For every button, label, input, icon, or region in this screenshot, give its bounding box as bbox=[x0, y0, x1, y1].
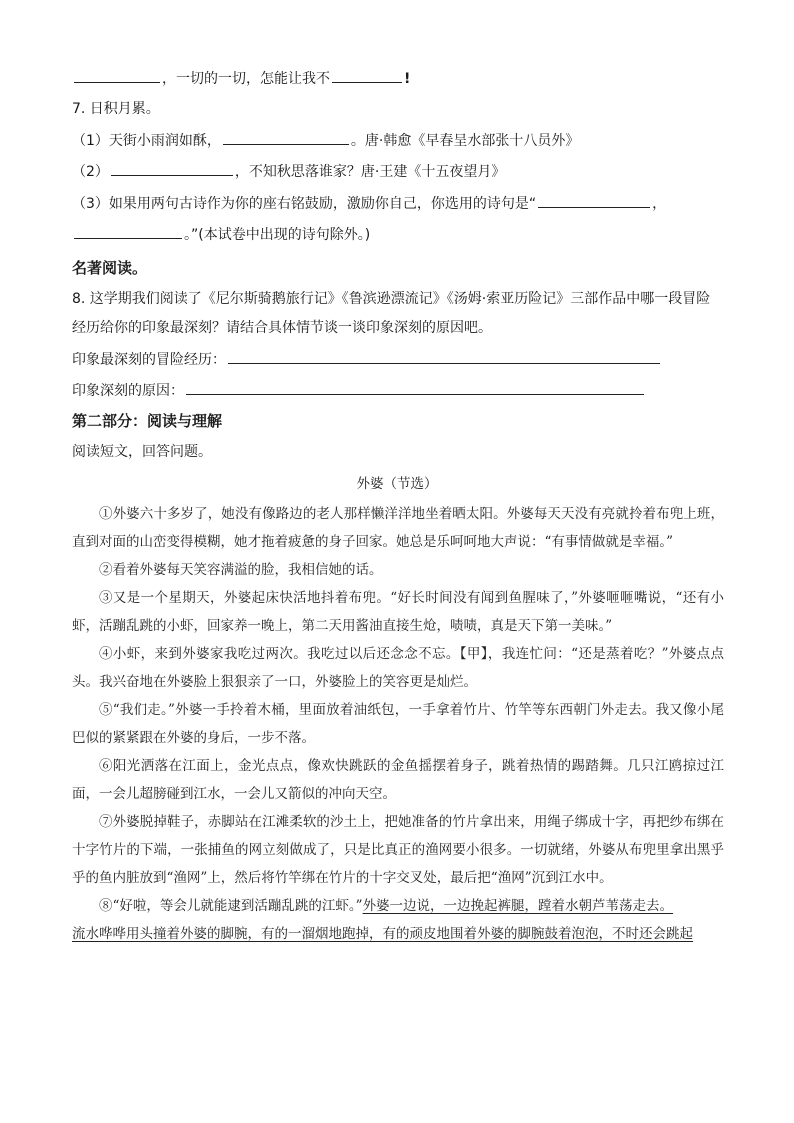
answer-blank[interactable] bbox=[332, 68, 402, 83]
q8-field-2-label: 印象深刻的原因： bbox=[72, 383, 184, 399]
answer-blank[interactable] bbox=[74, 224, 182, 239]
answer-blank[interactable] bbox=[223, 130, 349, 145]
passage-paragraph: ③又是一个星期天，外婆起床快活地抖着布兜。“好长时间没有闻到鱼腥味了，”外婆咂咂嘴说，“还有小虾，活蹦乱跳的小虾，回家养一晚上，第二天用酱油直接生炝，啧啧，真是天下第一美味。” bbox=[72, 590, 724, 634]
answer-line[interactable] bbox=[186, 380, 644, 395]
q8-line-1: 8. 这学期我们阅读了《尼尔斯骑鹅旅行记》《鲁滨逊漂流记》《汤姆·索亚历险记》三部作品中哪一段冒险 bbox=[72, 291, 711, 307]
answer-blank[interactable] bbox=[74, 68, 160, 83]
passage-paragraph: ⑤“我们走。”外婆一手拎着木桶，里面放着油纸包，一手拿着竹片、竹竿等东西朝门外走去。我又像小尾巴似的紧紧跟在外婆的身后，一步不落。 bbox=[72, 702, 724, 746]
poem-fill-line bbox=[72, 68, 410, 89]
passage-paragraph: ①外婆六十多岁了，她没有像路边的老人那样懒洋洋地坐着晒太阳。外婆每天天没有亮就拎着布兜上班，直到对面的山峦变得模糊，她才拖着疲惫的身子回家。她总是乐呵呵地大声说：“有事情做就是幸福。” bbox=[72, 506, 724, 550]
q7-1-suffix: 。唐·韩愈《早春呈水部张十八员外》 bbox=[350, 133, 580, 149]
heading-part2: 第二部分：阅读与理解 bbox=[72, 412, 223, 430]
q8-field-2 bbox=[72, 380, 646, 401]
q7-1-prefix: （1）天街小雨润如酥， bbox=[72, 133, 221, 149]
q7-3-suffix: 。”(本试卷中出现的诗句除外。) bbox=[184, 227, 371, 243]
passage-body bbox=[72, 500, 724, 948]
q7-item-3 bbox=[72, 193, 666, 214]
passage-paragraph: ②看着外婆每天笑容满溢的脸，我相信她的话。 bbox=[99, 562, 383, 578]
q8-field-1-label: 印象最深刻的冒险经历： bbox=[72, 352, 226, 368]
q7-title: 7. 日积月累。 bbox=[72, 101, 160, 117]
q7-3-prefix: （3）如果用两句古诗作为你的座右铭鼓励，激励你自己，你选用的诗句是“ bbox=[72, 196, 537, 212]
answer-line[interactable] bbox=[228, 349, 660, 364]
q8-line-2: 经历给你的印象最深刻？请结合具体情节谈一谈印象深刻的原因吧。 bbox=[72, 320, 492, 336]
heading-mingzhu: 名著阅读。 bbox=[72, 259, 148, 277]
reading-instruction: 阅读短文，回答问题。 bbox=[72, 444, 212, 460]
q7-2-prefix: （2） bbox=[72, 164, 109, 180]
answer-blank[interactable] bbox=[111, 161, 233, 176]
underlined-sentence: 外婆一边说，一边挽起裤腿，蹚着水朝芦苇荡走去。 bbox=[362, 898, 674, 914]
underlined-sentence: 流水哗哗用头撞着外婆的脚腕，有的一溜烟地跑掉，有的顽皮地围着外婆的脚腕鼓着泡泡，不时还会跳起 bbox=[72, 926, 693, 942]
q7-item-1 bbox=[72, 130, 579, 151]
p8-start: ⑧“好啦，等会儿就能逮到活蹦乱跳的江虾。” bbox=[99, 898, 363, 914]
passage-paragraph-8-cont bbox=[72, 920, 724, 948]
poem-line-end: ! bbox=[404, 71, 411, 87]
q7-3-mid: ， bbox=[652, 196, 667, 212]
passage-paragraph: ④小虾，来到外婆家我吃过两次。我吃过以后还念念不忘。【甲】，我连忙问：“还是蒸着吃？”外婆点点头。我兴奋地在外婆脸上狠狠亲了一口，外婆脸上的笑容更是灿烂。 bbox=[72, 646, 724, 690]
q8-field-1 bbox=[72, 349, 662, 370]
passage-paragraph: ⑦外婆脱掉鞋子，赤脚站在江滩柔软的沙土上，把她准备的竹片拿出来，用绳子绑成十字，再把纱布绑在十字竹片的下端，一张捕鱼的网立刻做成了，只是比真正的渔网要小很多。一切就绪，外婆从布兜里拿出黑乎乎的鱼内脏放到“渔网”上，然后将竹竿绑在竹片的十字交叉处，最后把“渔网”沉到江水中。 bbox=[72, 814, 724, 886]
passage-paragraph-8 bbox=[72, 892, 724, 920]
passage-title: 外婆（节选） bbox=[356, 476, 438, 492]
q7-item-2 bbox=[72, 161, 505, 182]
q7-2-suffix: ，不知秋思落谁家？唐·王建《十五夜望月》 bbox=[234, 164, 506, 180]
answer-blank[interactable] bbox=[538, 193, 650, 208]
passage-paragraph: ⑥阳光洒落在江面上，金光点点，像欢快跳跃的金鱼摇摆着身子，跳着热情的踢踏舞。几只江鸥掠过江面，一会儿超膀碰到江水，一会儿又箭似的冲向天空。 bbox=[72, 758, 724, 802]
q7-item-3-cont bbox=[72, 224, 370, 245]
poem-line-text: ，一切的一切，怎能让我不 bbox=[162, 71, 330, 87]
